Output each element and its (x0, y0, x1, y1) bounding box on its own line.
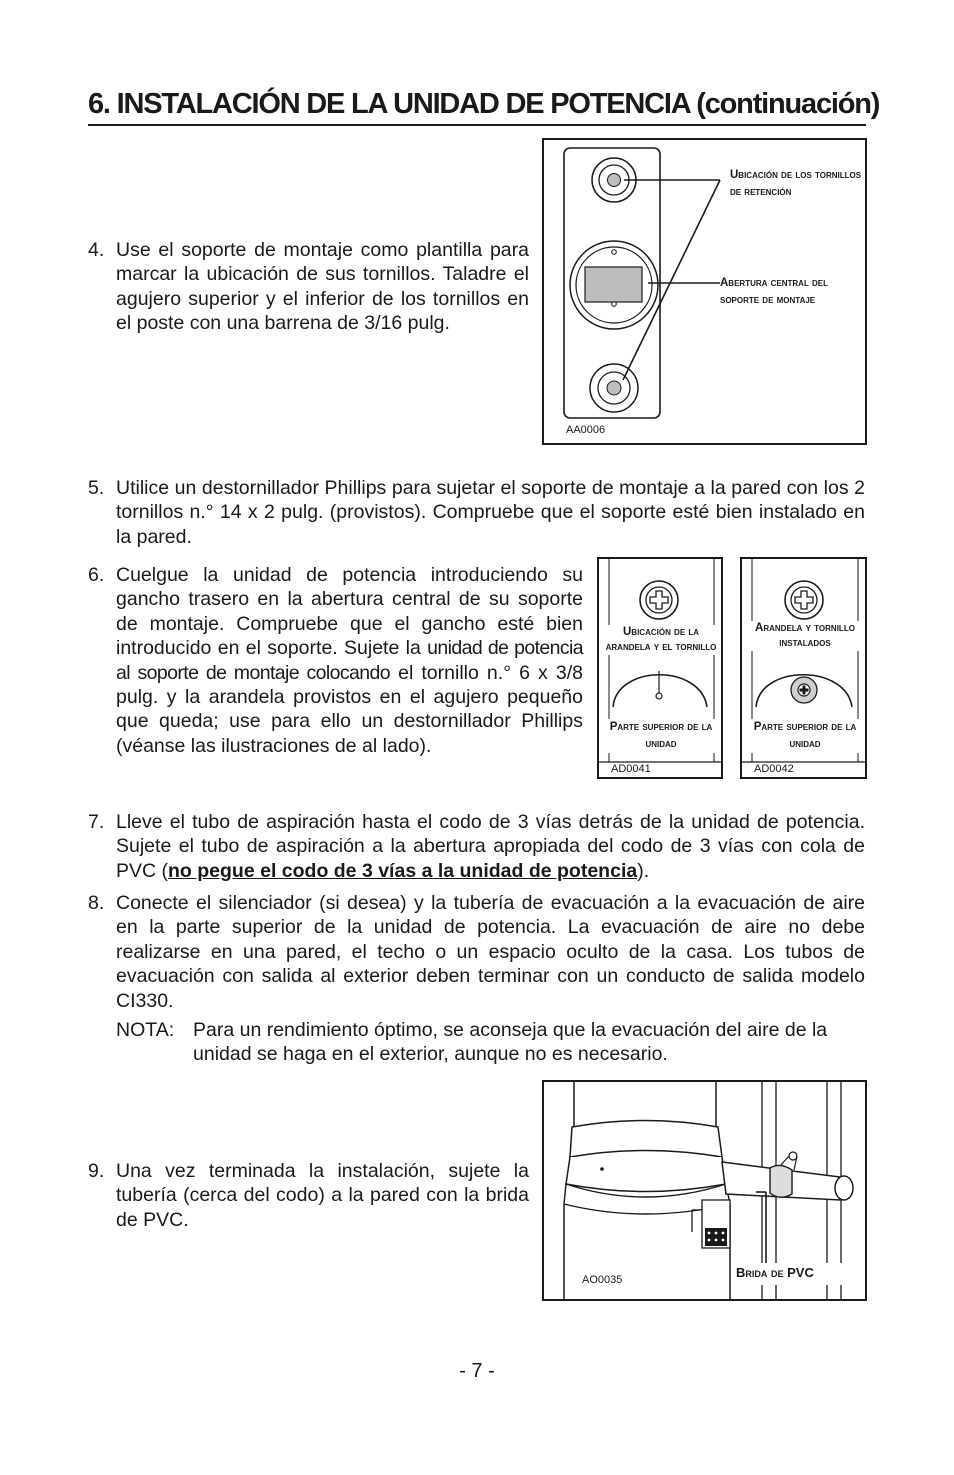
figure-code: AD0042 (754, 763, 794, 775)
step-8 (88, 891, 865, 1013)
step-number: 6. (88, 564, 105, 586)
step-text: Conecte el silenciador (si desea) y la tubería de evacuación a la evacuación de aire en la parte superior de la unidad de potencia. La evacuación de aire no debe realizarse en una pared, el techo o un espacio oculto de la casa. Los tubos de evacuación con salida al exterior deben terminar con un conducto de salida modelo CI330. (116, 892, 865, 1012)
figure-code: AD0041 (611, 763, 651, 775)
note-label: NOTA: (116, 1019, 175, 1041)
step-text: ). (637, 859, 650, 882)
step-7 (88, 810, 865, 883)
page-title: 6. INSTALACIÓN DE LA UNIDAD DE POTENCIA (continuación) (88, 88, 866, 126)
page-number: - 7 - (459, 1360, 495, 1382)
pvc-clamp-drawing (544, 1082, 867, 1301)
label-central-opening: Abertura central del soporte de montaje (720, 277, 829, 306)
step-text: Cuelgue la unidad de potencia introduciendo su gancho trasero en la abertura central de su soporte de montaje. Compruebe que el gancho esté bien introducido en el soporte. Sujete la (116, 564, 583, 660)
label-washer-installed: Arandela y tornillo instalados (745, 621, 865, 651)
step-number: 7. (88, 811, 105, 833)
step-text: Una vez terminada la instalación, sujete la tubería (cerca del codo) a la pared con la brida de PVC. (116, 1160, 529, 1231)
label-unit-top: Parte superior de la unidad (745, 719, 865, 753)
step-text-compact: unidad de potencia al soporte de montaje colocando (116, 637, 583, 684)
step-9 (88, 1159, 529, 1232)
step-number: 9. (88, 1160, 105, 1182)
step-text: Use el soporte de montaje como plantilla para marcar la ubicación de sus tornillos. Taladre el agujero superior y el inferior de los tornillos en el poste con una barrena de 3/16 pulg. (116, 239, 529, 335)
step-number: 8. (88, 892, 105, 914)
warning-text: no pegue el codo de 3 vías a la unidad de potencia (168, 859, 638, 882)
step-6 (88, 563, 583, 758)
step-text: el tornillo n.° 6 x 3/8 pulg. y la arandela provistos en el agujero pequeño que queda; use para ello un destornillador Phillips (véanse las ilustraciones de al lado). (116, 661, 583, 757)
note (116, 1018, 866, 1067)
step-text: Utilice un destornillador Phillips para sujetar el soporte de montaje a la pared con los 2 tornillos n.° 14 x 2 pulg. (provistos). Compruebe que el soporte esté bien instalado en la pared. (116, 477, 865, 548)
figure-pvc-clamp (542, 1080, 867, 1301)
label-washer-location: Ubicación de la arandela y el tornillo (601, 625, 721, 655)
figure-code: AO0035 (582, 1274, 623, 1286)
step-text: Lleve el tubo de aspiración hasta el codo de 3 vías detrás de la unidad de potencia. Sujete el tubo de aspiración a la abertura apropiada del codo de 3 vías con cola de PVC ( (116, 811, 865, 882)
label-unit-top: Parte superior de la unidad (601, 719, 721, 753)
figure-mounting-bracket (542, 138, 867, 445)
label-pvc-clamp: Brida de PVC (736, 1265, 814, 1280)
step-number: 5. (88, 477, 105, 499)
step-number: 4. (88, 239, 105, 261)
note-text: Para un rendimiento óptimo, se aconseja que la evacuación del aire de la unidad se haga en el exterior, aunque no es necesario. (193, 1019, 828, 1066)
figure-washer-installed (740, 557, 867, 779)
figure-washer-location (597, 557, 723, 779)
step-4 (88, 238, 529, 336)
label-screw-location: Ubicación de los tornillos de retención (730, 169, 862, 198)
figure-code: AA0006 (566, 424, 606, 436)
step-5 (88, 476, 865, 549)
